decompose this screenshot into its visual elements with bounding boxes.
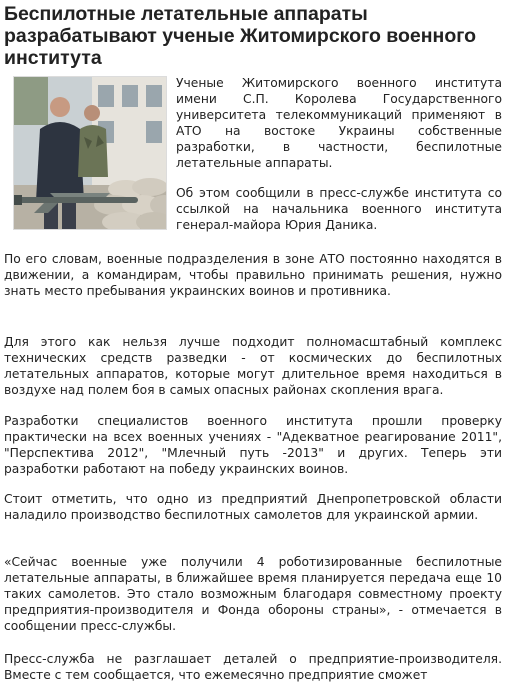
article-paragraph-6: Стоит отметить, что одно из предприятий Днепропетровской области наладило производство беспилотных самолетов для украинской армии. — [4, 492, 502, 522]
article-paragraph-2: Об этом сообщили в пресс-службе института со ссылкой на начальника военного института генерал-майора Юрия Даника. — [176, 186, 502, 232]
article-paragraph-8: Пресс-служба не разглашает деталей о предприятие-производителя. Вместе с тем сообщается, что ежемесячно предприятие сможет — [4, 652, 502, 682]
article-photo — [13, 76, 167, 230]
article-title: Беспилотные летательные аппараты разрабатывают ученые Житомирского военного института — [4, 3, 477, 69]
article-paragraph-4: Для этого как нельзя лучше подходит полномасштабный комплекс технических средств разведки - от космических до беспилотных летательных аппаратов, которые могут длительное время находиться в воздухе над полем боя в самых опасных районах скопления врага. — [4, 335, 502, 397]
article-paragraph-3: По его словам, военные подразделения в зоне АТО постоянно находятся в движении, а командирам, чтобы правильно принимать решения, нужно знать место пребывания украинских воинов и противника. — [4, 252, 502, 298]
article-paragraph-7: «Сейчас военные уже получили 4 роботизированные беспилотные летательные аппараты, в ближайшее время планируется передача еще 10 таких самолетов. Это стало возможным благодаря совместному проекту предприятия-производителя и Фонда обороны страны», - отмечается в сообщении пресс-службы. — [4, 555, 502, 633]
article-paragraph-5: Разработки специалистов военного института прошли проверку практически на всех военных учениях - "Адекватное реагирование 2011", "Перспектива 2012", "Млечный путь -2013" и других. Теперь эти разработки работают на победу украинских воинов. — [4, 414, 502, 476]
article-paragraph-1: Ученые Житомирского военного института имени С.П. Королева Государственного университета телекоммуникаций применяют в АТО на востоке Украины собственные разработки, в частности, беспилотные летательные аппараты. — [176, 76, 502, 170]
